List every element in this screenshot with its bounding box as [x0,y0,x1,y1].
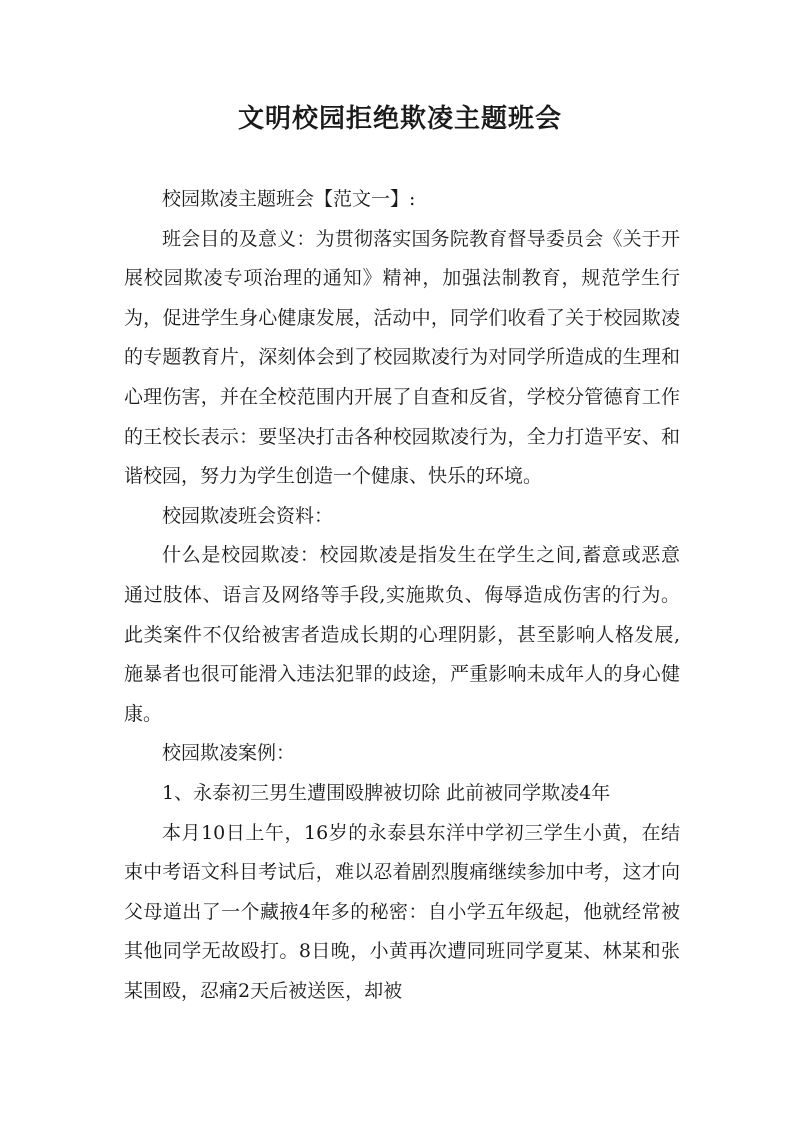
document-title: 文明校园拒绝欺凌主题班会 [237,104,562,134]
section-heading-cases: 校园欺凌案例： [162,742,296,765]
paragraph-case-1: 本月10日上午，16岁的永泰县东洋中学初三学生小黄，在结束中考语文科目考试后，难以忍着剧烈腹痛继续参加中考，这才向父母道出了一个藏掖4年多的秘密：自小学五年级起，他就经常被其他同学无故殴打。8日晚，小黄再次遭同班同学夏某、林某和张某围殴，忍痛2天后被送医，却被 [124,821,680,1002]
paragraph-purpose: 班会目的及意义：为贯彻落实国务院教育督导委员会《关于开展校园欺凌专项治理的通知》精神，加强法制教育，规范学生行为，促进学生身心健康发展，活动中，同学们收看了关于校园欺凌的专题教育片，深刻体会到了校园欺凌行为对同学所造成的生理和心理伤害，并在全校范围内开展了自查和反省，学校分管德育工作的王校长表示：要坚决打击各种校园欺凌行为，全力打造平安、和谐校园，努力为学生创造一个健康、快乐的环境。 [124,227,680,488]
case-title-1: 1、永泰初三男生遭围殴脾被切除 此前被同学欺凌4年 [162,781,611,804]
paragraph-definition: 什么是校园欺凌：校园欺凌是指发生在学生之间,蓄意或恶意通过肢体、语言及网络等手段,实施欺负、侮辱造成伤害的行为。此类案件不仅给被害者造成长期的心理阴影，甚至影响人格发展,施暴者也很可能滑入违法犯罪的歧途，严重影响未成年人的身心健康。 [124,544,680,725]
section-heading-materials: 校园欺凌班会资料： [162,504,334,527]
section-heading-fanwen: 校园欺凌主题班会【范文一】: [162,188,416,210]
document-body [124,180,680,1011]
